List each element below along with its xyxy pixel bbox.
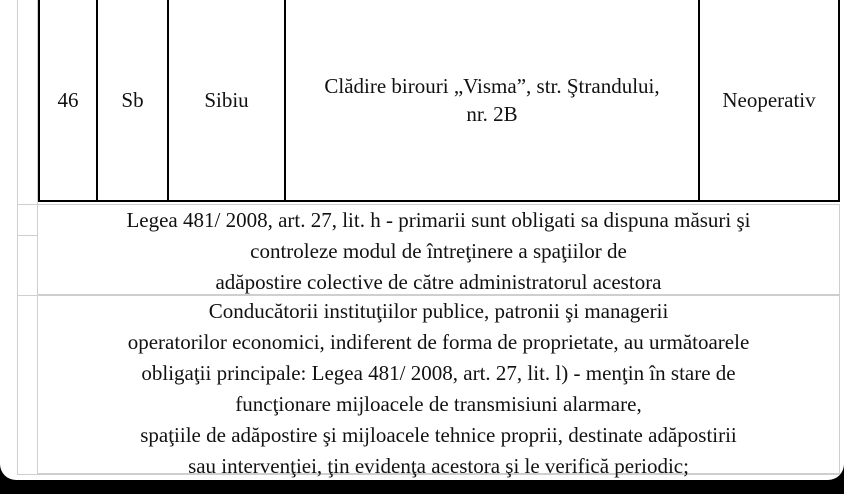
legal-note <box>38 296 840 478</box>
county-code-cell <box>98 0 169 200</box>
status-text: Neoperativ <box>722 88 816 112</box>
note-line: controleze modul de întreţinere a spaţiilor de <box>250 239 627 263</box>
note-line: Legea 481/ 2008, art. 27, lit. h - primarii sunt obligati sa dispuna măsuri şi <box>126 208 751 232</box>
city-cell <box>169 0 286 200</box>
row-number-cell <box>40 0 98 200</box>
note-line: spaţiile de adăpostire şi mijloacele tehnice proprii, destinate adăpostirii <box>140 423 737 447</box>
county-code: Sb <box>121 88 144 112</box>
note-line: sau intervenţiei, ţin evidenţa acestora şi le verifică periodic; <box>188 454 689 478</box>
legal-note <box>38 205 840 295</box>
row-number: 46 <box>57 88 79 112</box>
note-line: operatorilor economici, indiferent de forma de proprietate, au următoarele <box>127 330 750 354</box>
note-line: funcţionare mijloacele de transmisiuni alarmare, <box>235 392 642 416</box>
city-name: Sibiu <box>204 88 249 112</box>
address-cell <box>286 0 700 200</box>
shelter-table-row <box>38 0 840 202</box>
address-line: Clădire birouri „Visma”, str. Ştrandului, <box>324 74 660 98</box>
grid-line <box>17 235 38 236</box>
note-line: obligaţii principale: Legea 481/ 2008, art. 27, lit. l) - menţin în stare de <box>141 361 736 385</box>
note-line: adăpostire colective de către administratorul acestora <box>215 270 662 294</box>
address-text <box>324 72 659 128</box>
grid-line <box>17 0 18 474</box>
address-line: nr. 2B <box>466 102 518 126</box>
note-line: Conducătorii instituţiilor publice, patronii şi managerii <box>208 299 669 323</box>
status-cell <box>700 0 838 200</box>
